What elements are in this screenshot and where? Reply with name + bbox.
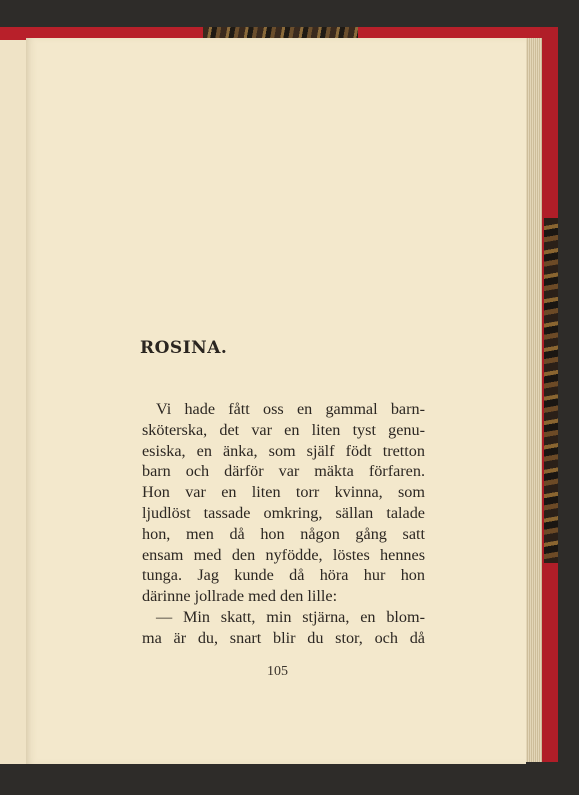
page-number: 105 [267, 664, 288, 679]
text-line: därinne jollrade med den lille: [142, 587, 338, 606]
text-line: tunga. Jag kunde då höra hur hon [142, 566, 425, 585]
text-line: hon, men då hon någon gång satt [142, 524, 425, 543]
text-line: esiska, en änka, som själf födt tretton [142, 441, 425, 460]
text-line: Hon var en liten torr kvinna, som [142, 483, 425, 502]
text-line: — Min skatt, min stjärna, en blom- [156, 607, 425, 626]
marbled-endpaper-right [544, 218, 558, 563]
body-paragraph [142, 399, 425, 649]
text-line: sköterska, det var en liten tyst genu- [142, 420, 425, 439]
text-line: ensam med den nyfödde, löstes hennes [142, 545, 425, 564]
book-page [26, 38, 526, 764]
text-line: barn och därför var mäkta förfaren. [142, 462, 425, 481]
chapter-title: ROSINA. [140, 338, 228, 358]
left-page [0, 40, 28, 764]
text-line: ma är du, snart blir du stor, och då [142, 628, 425, 647]
text-line: Vi hade fått oss en gammal barn- [156, 400, 425, 418]
text-line: ljudlöst tassade omkring, sällan talade [142, 503, 425, 522]
